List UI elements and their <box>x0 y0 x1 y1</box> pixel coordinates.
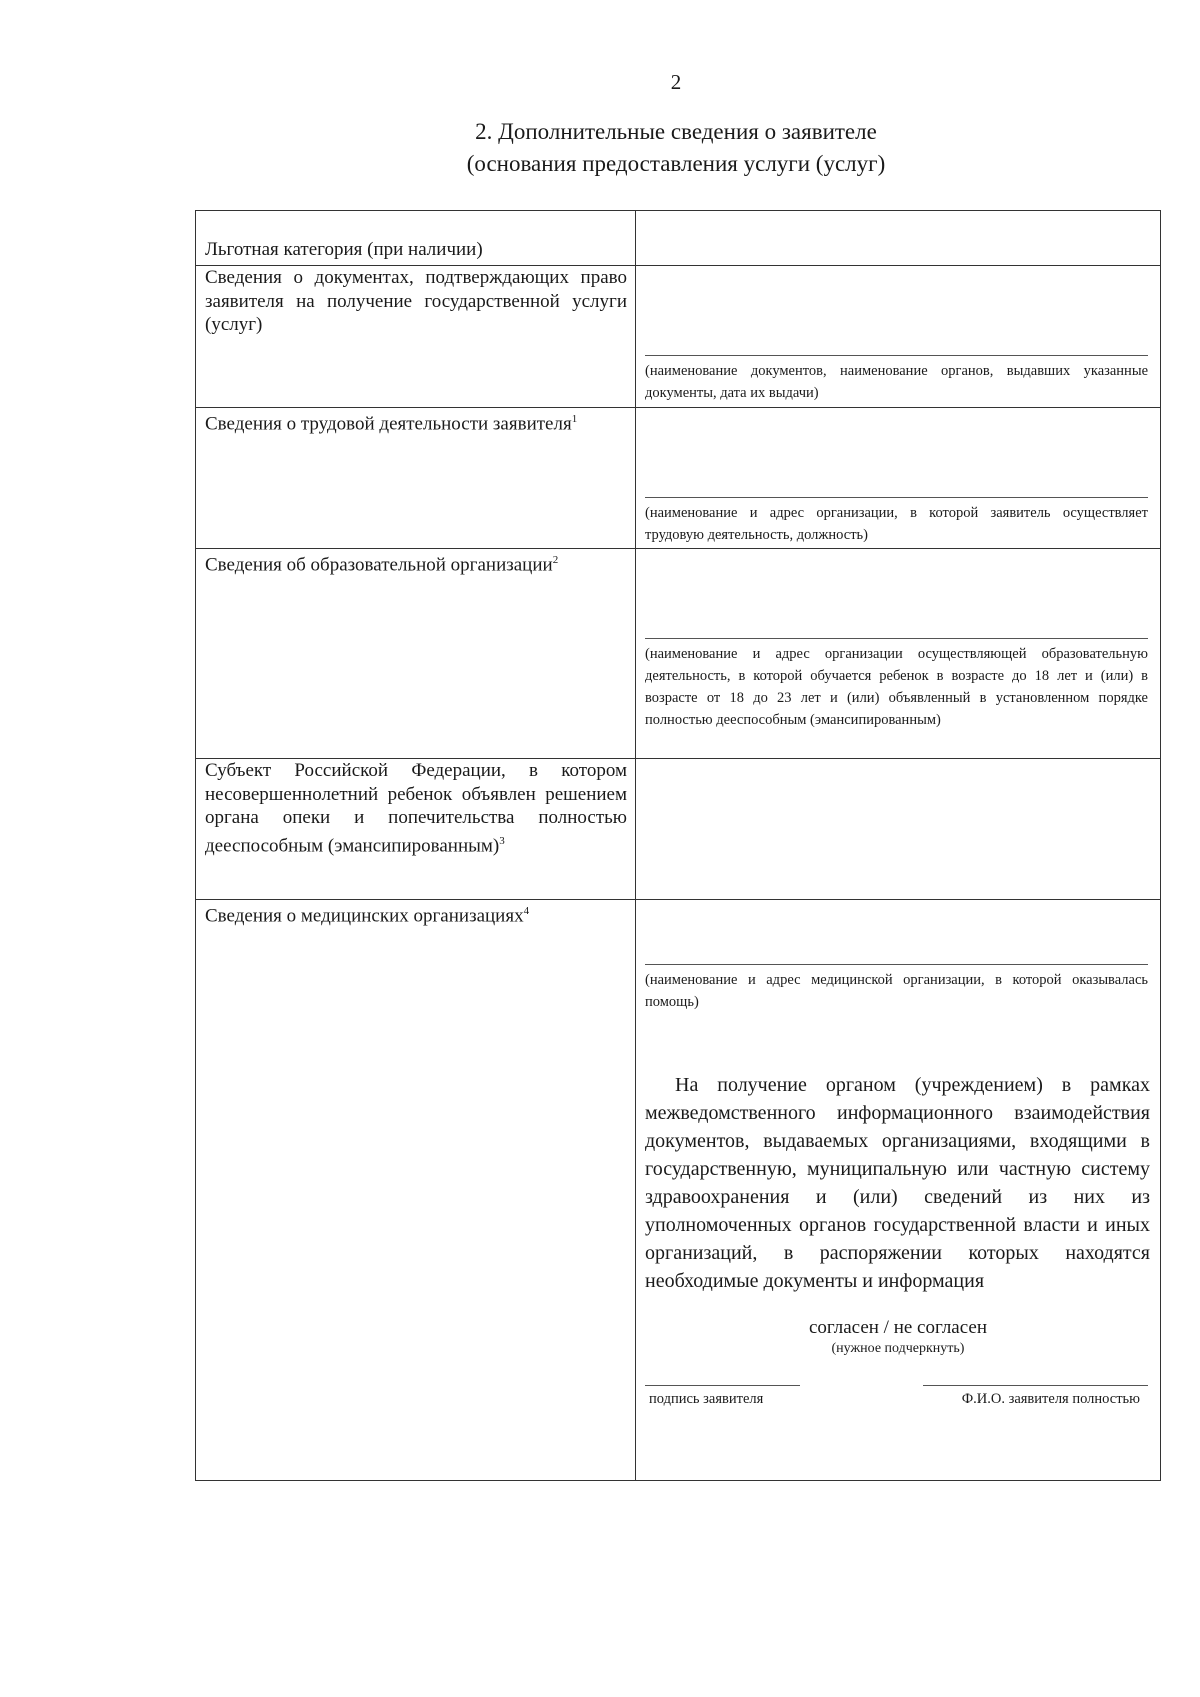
benefit-category-label: Льготная категория (при наличии) <box>205 239 483 260</box>
employment-fill-line <box>645 408 1148 498</box>
medical-caption: (наименование и адрес медицинской организации, в которой оказывалась помощь) <box>645 972 1148 1010</box>
section-title <box>0 116 1200 180</box>
consent-text: На получение органом (учреждением) в рамках межведомственного информационного взаимодействия документов, выдаваемых организациями, входящими в государственную, муниципальную или частную систему здравоохранения и (или) сведений из них из уполномоченных органов государственной власти и иных организаций, в распоряжении которых находятся необходимые документы и информация <box>645 1074 1150 1292</box>
footnote-2: 2 <box>552 554 559 566</box>
documents-input[interactable] <box>636 266 1161 408</box>
documents-label-cell <box>196 266 636 408</box>
footnote-1: 1 <box>571 413 578 425</box>
signature-field[interactable] <box>645 1385 800 1386</box>
row-documents <box>196 266 1161 408</box>
education-label-text: Сведения об образовательной организации <box>205 554 553 576</box>
fio-field[interactable] <box>923 1385 1148 1386</box>
page-number: 2 <box>670 70 682 94</box>
benefit-category-input[interactable] <box>636 211 1161 266</box>
row-subject <box>196 759 1161 900</box>
documents-label: Сведения о документах, подтверждающих право заявителя на получение государственной услуги (услуг) <box>205 267 627 335</box>
subject-input[interactable] <box>636 759 1161 900</box>
medical-label-cell <box>196 900 636 1481</box>
fio-label: Ф.И.О. заявителя полностью <box>961 1391 1140 1407</box>
employment-label-cell <box>196 408 636 549</box>
medical-label-text: Сведения о медицинских организациях <box>205 905 524 927</box>
medical-label <box>196 900 635 928</box>
applicant-info-table <box>195 210 1161 1481</box>
subject-label-text: Субъект Российской Федерации, в котором несовершеннолетний ребенок объявлен решением органа опеки и попечительства полностью дееспособным (эмансипированным) <box>205 760 627 856</box>
documents-caption: (наименование документов, наименование органов, выдавших указанные документы, дата их выдачи) <box>645 363 1148 401</box>
documents-fill-line <box>645 266 1148 356</box>
education-caption: (наименование и адрес организации осуществляющей образовательную деятельность, в которой обучается ребенок в возрасте до 18 лет и (или) в возрасте от 18 до 23 лет и (или) объявленный в установленном порядке полностью дееспособным (эмансипированным) <box>645 646 1148 728</box>
education-label-cell <box>196 549 636 759</box>
education-label <box>196 549 635 577</box>
signature-label: подпись заявителя <box>649 1391 764 1407</box>
signature-lines <box>645 1385 1148 1386</box>
row-employment <box>196 408 1161 549</box>
employment-input[interactable] <box>636 408 1161 549</box>
footnote-3: 3 <box>499 834 505 847</box>
row-education <box>196 549 1161 759</box>
employment-label <box>196 408 635 436</box>
consent-hint: (нужное подчеркнуть) <box>831 1341 965 1356</box>
education-fill-line <box>645 549 1148 639</box>
employment-caption: (наименование и адрес организации, в которой заявитель осуществляет трудовую деятельность, должность) <box>645 505 1148 543</box>
employment-label-text: Сведения о трудовой деятельности заявителя <box>205 413 572 435</box>
row-benefit-category <box>196 211 1161 266</box>
benefit-category-label-cell <box>196 211 636 266</box>
signature-labels <box>649 1391 1140 1408</box>
subject-label <box>196 759 635 857</box>
row-medical <box>196 900 1161 1481</box>
medical-input[interactable] <box>636 900 1161 1481</box>
section-title-line-1: 2. Дополнительные сведения о заявителе <box>475 119 877 144</box>
education-input[interactable] <box>636 549 1161 759</box>
consent-choice[interactable]: согласен / не согласен <box>808 1317 987 1338</box>
subject-label-cell <box>196 759 636 900</box>
footnote-4: 4 <box>523 905 530 917</box>
medical-fill-line <box>645 900 1148 965</box>
section-title-line-2: (основания предоставления услуги (услуг) <box>466 151 886 176</box>
